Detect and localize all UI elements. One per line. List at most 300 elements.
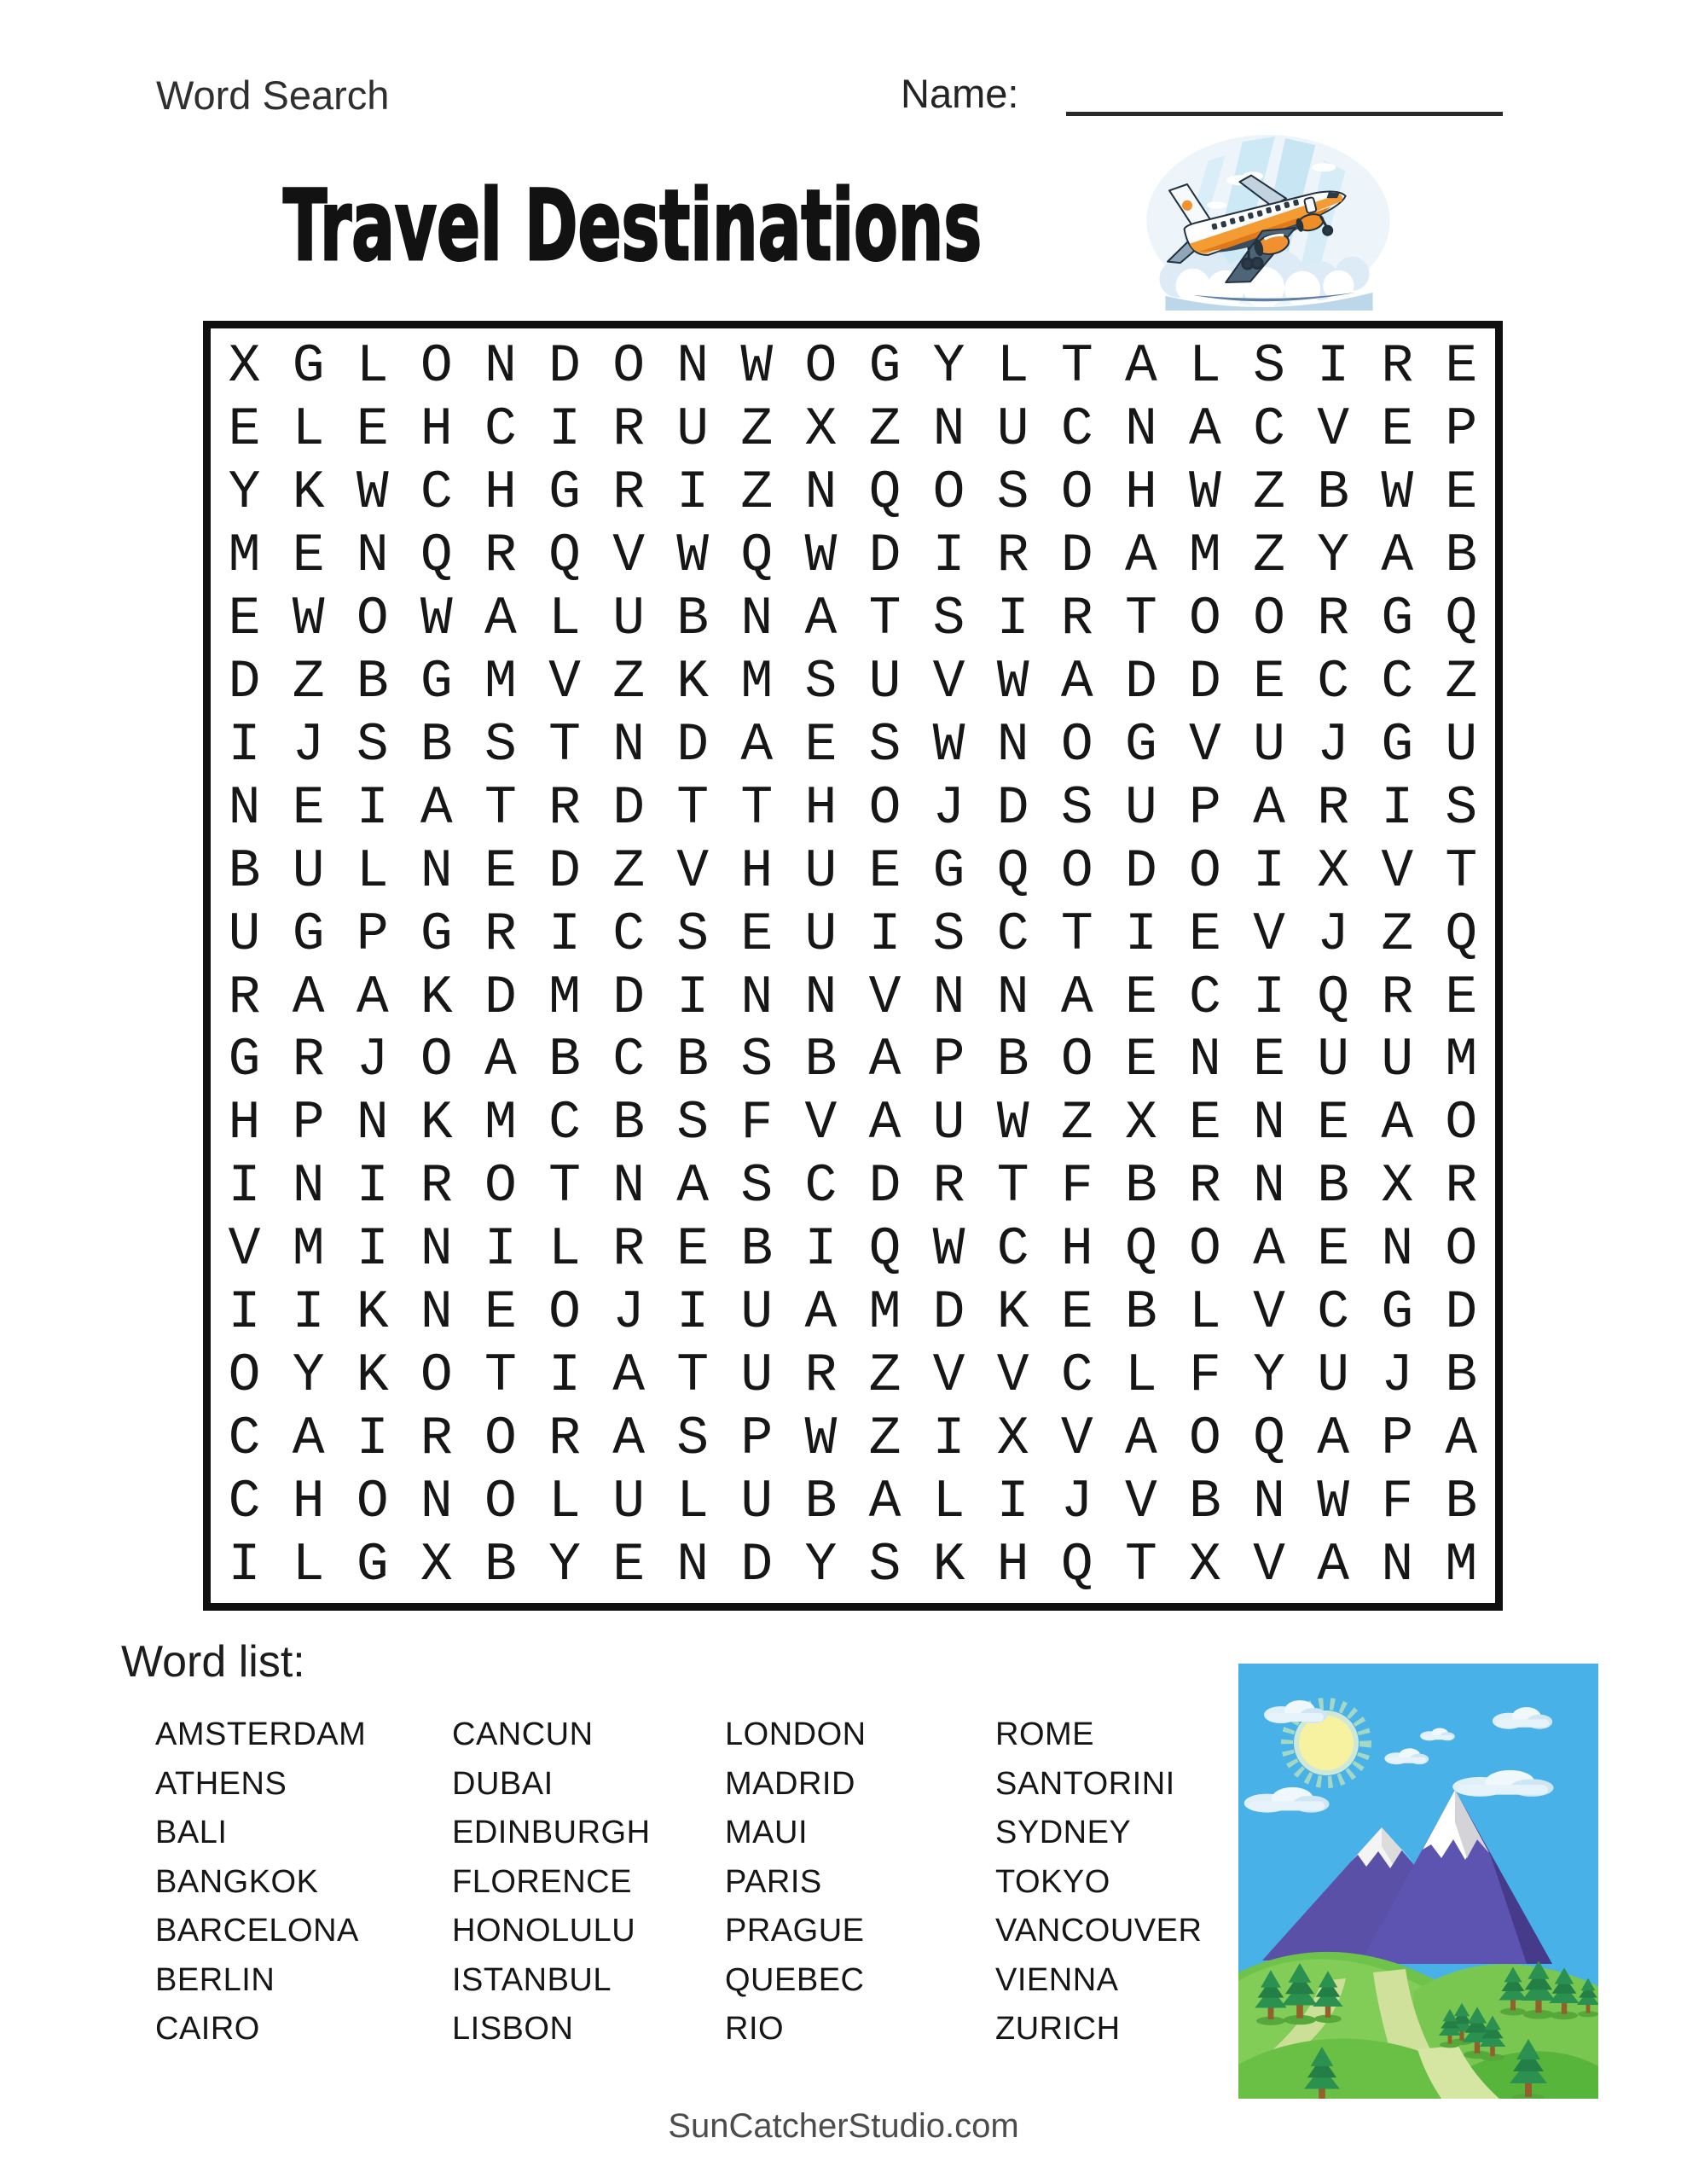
- grid-letter[interactable]: X: [228, 336, 261, 398]
- grid-letter[interactable]: X: [804, 399, 838, 461]
- grid-letter[interactable]: T: [1124, 1534, 1157, 1595]
- grid-letter[interactable]: Z: [612, 840, 646, 902]
- grid-letter[interactable]: A: [292, 1408, 325, 1469]
- grid-letter[interactable]: G: [356, 1534, 389, 1595]
- grid-letter[interactable]: U: [804, 903, 838, 965]
- grid-letter[interactable]: N: [996, 714, 1029, 775]
- grid-letter[interactable]: T: [740, 777, 774, 839]
- grid-letter[interactable]: O: [1060, 1030, 1093, 1091]
- grid-letter[interactable]: I: [676, 462, 710, 524]
- grid-letter[interactable]: O: [420, 1345, 453, 1406]
- grid-letter[interactable]: V: [996, 1345, 1029, 1406]
- grid-letter[interactable]: S: [676, 1093, 710, 1154]
- grid-letter[interactable]: H: [740, 840, 774, 902]
- grid-letter[interactable]: M: [548, 967, 581, 1028]
- grid-letter[interactable]: S: [676, 1408, 710, 1469]
- grid-letter[interactable]: Q: [1060, 1534, 1093, 1595]
- grid-letter[interactable]: Z: [1381, 903, 1414, 965]
- grid-letter[interactable]: L: [932, 1471, 965, 1532]
- grid-letter[interactable]: R: [612, 462, 646, 524]
- grid-letter[interactable]: G: [228, 1030, 261, 1091]
- grid-letter[interactable]: L: [292, 399, 325, 461]
- grid-letter[interactable]: A: [868, 1030, 901, 1091]
- grid-letter[interactable]: I: [1381, 777, 1414, 839]
- grid-letter[interactable]: D: [868, 526, 901, 587]
- grid-letter[interactable]: R: [1381, 967, 1414, 1028]
- grid-letter[interactable]: D: [1060, 526, 1093, 587]
- grid-letter[interactable]: B: [1317, 462, 1350, 524]
- grid-letter[interactable]: E: [484, 1282, 517, 1344]
- grid-letter[interactable]: V: [1317, 399, 1350, 461]
- grid-letter[interactable]: A: [804, 589, 838, 650]
- grid-letter[interactable]: U: [612, 1471, 646, 1532]
- grid-letter[interactable]: N: [228, 777, 261, 839]
- grid-letter[interactable]: I: [1253, 840, 1285, 902]
- grid-letter[interactable]: X: [1124, 1093, 1157, 1154]
- grid-letter[interactable]: G: [1381, 1282, 1414, 1344]
- grid-letter[interactable]: A: [484, 1030, 517, 1091]
- grid-letter[interactable]: E: [1445, 336, 1478, 398]
- grid-letter[interactable]: N: [420, 1471, 453, 1532]
- grid-letter[interactable]: C: [484, 399, 517, 461]
- grid-letter[interactable]: S: [868, 1534, 901, 1595]
- grid-letter[interactable]: D: [228, 651, 261, 712]
- grid-letter[interactable]: Z: [740, 462, 774, 524]
- grid-letter[interactable]: T: [676, 1345, 710, 1406]
- grid-letter[interactable]: R: [420, 1408, 453, 1469]
- grid-letter[interactable]: C: [1253, 399, 1285, 461]
- grid-letter[interactable]: D: [1189, 651, 1221, 712]
- grid-letter[interactable]: N: [1381, 1219, 1414, 1281]
- grid-letter[interactable]: Z: [292, 651, 325, 712]
- grid-letter[interactable]: A: [420, 777, 453, 839]
- grid-letter[interactable]: W: [356, 462, 389, 524]
- grid-letter[interactable]: B: [1445, 1345, 1478, 1406]
- grid-letter[interactable]: G: [548, 462, 581, 524]
- grid-letter[interactable]: I: [676, 967, 710, 1028]
- grid-letter[interactable]: V: [1253, 1534, 1285, 1595]
- grid-letter[interactable]: A: [1124, 1408, 1157, 1469]
- grid-letter[interactable]: E: [1253, 651, 1285, 712]
- grid-letter[interactable]: K: [676, 651, 710, 712]
- grid-letter[interactable]: N: [740, 967, 774, 1028]
- grid-letter[interactable]: Z: [1253, 462, 1285, 524]
- grid-letter[interactable]: I: [356, 1219, 389, 1281]
- grid-letter[interactable]: Q: [1445, 589, 1478, 650]
- grid-letter[interactable]: F: [1381, 1471, 1414, 1532]
- grid-letter[interactable]: R: [548, 1408, 581, 1469]
- grid-letter[interactable]: P: [292, 1093, 325, 1154]
- grid-letter[interactable]: B: [228, 840, 261, 902]
- grid-letter[interactable]: I: [996, 1471, 1029, 1532]
- grid-letter[interactable]: I: [292, 1282, 325, 1344]
- grid-letter[interactable]: I: [804, 1219, 838, 1281]
- grid-letter[interactable]: W: [804, 1408, 838, 1469]
- grid-letter[interactable]: N: [740, 589, 774, 650]
- grid-letter[interactable]: W: [932, 714, 965, 775]
- grid-letter[interactable]: T: [676, 777, 710, 839]
- grid-letter[interactable]: M: [484, 651, 517, 712]
- grid-letter[interactable]: N: [356, 526, 389, 587]
- grid-letter[interactable]: S: [1253, 336, 1285, 398]
- grid-letter[interactable]: A: [1445, 1408, 1478, 1469]
- grid-letter[interactable]: U: [1124, 777, 1157, 839]
- grid-letter[interactable]: V: [676, 840, 710, 902]
- grid-letter[interactable]: C: [1317, 1282, 1350, 1344]
- grid-letter[interactable]: T: [484, 777, 517, 839]
- grid-letter[interactable]: U: [804, 840, 838, 902]
- grid-letter[interactable]: O: [1445, 1219, 1478, 1281]
- grid-letter[interactable]: D: [612, 967, 646, 1028]
- grid-letter[interactable]: U: [1317, 1345, 1350, 1406]
- grid-letter[interactable]: Z: [868, 1345, 901, 1406]
- grid-letter[interactable]: A: [1124, 336, 1157, 398]
- grid-letter[interactable]: K: [292, 462, 325, 524]
- grid-letter[interactable]: D: [996, 777, 1029, 839]
- grid-letter[interactable]: J: [612, 1282, 646, 1344]
- grid-letter[interactable]: A: [484, 589, 517, 650]
- grid-letter[interactable]: R: [1317, 589, 1350, 650]
- grid-letter[interactable]: Y: [1317, 526, 1350, 587]
- grid-letter[interactable]: N: [612, 1156, 646, 1217]
- grid-letter[interactable]: E: [804, 714, 838, 775]
- grid-letter[interactable]: H: [1060, 1219, 1093, 1281]
- grid-letter[interactable]: N: [1381, 1534, 1414, 1595]
- grid-letter[interactable]: T: [996, 1156, 1029, 1217]
- grid-letter[interactable]: E: [1189, 903, 1221, 965]
- grid-letter[interactable]: S: [996, 462, 1029, 524]
- grid-letter[interactable]: G: [932, 840, 965, 902]
- grid-letter[interactable]: R: [612, 399, 646, 461]
- grid-letter[interactable]: K: [356, 1282, 389, 1344]
- grid-letter[interactable]: J: [1381, 1345, 1414, 1406]
- grid-letter[interactable]: W: [804, 526, 838, 587]
- grid-letter[interactable]: R: [1445, 1156, 1478, 1217]
- grid-letter[interactable]: C: [1060, 399, 1093, 461]
- grid-letter[interactable]: E: [1445, 967, 1478, 1028]
- grid-letter[interactable]: O: [868, 777, 901, 839]
- grid-letter[interactable]: I: [484, 1219, 517, 1281]
- grid-letter[interactable]: M: [1445, 1030, 1478, 1091]
- grid-letter[interactable]: O: [932, 462, 965, 524]
- grid-letter[interactable]: I: [1317, 336, 1350, 398]
- grid-letter[interactable]: H: [420, 399, 453, 461]
- grid-letter[interactable]: C: [420, 462, 453, 524]
- grid-letter[interactable]: H: [228, 1093, 261, 1154]
- grid-letter[interactable]: D: [548, 840, 581, 902]
- grid-letter[interactable]: O: [356, 589, 389, 650]
- grid-letter[interactable]: U: [228, 903, 261, 965]
- grid-letter[interactable]: P: [740, 1408, 774, 1469]
- grid-letter[interactable]: O: [1189, 840, 1221, 902]
- grid-letter[interactable]: H: [292, 1471, 325, 1532]
- grid-letter[interactable]: E: [1445, 462, 1478, 524]
- grid-letter[interactable]: L: [548, 1471, 581, 1532]
- grid-letter[interactable]: R: [292, 1030, 325, 1091]
- grid-letter[interactable]: V: [1124, 1471, 1157, 1532]
- grid-letter[interactable]: R: [228, 967, 261, 1028]
- grid-letter[interactable]: C: [1060, 1345, 1093, 1406]
- grid-letter[interactable]: C: [548, 1093, 581, 1154]
- grid-letter[interactable]: W: [932, 1219, 965, 1281]
- grid-letter[interactable]: I: [932, 1408, 965, 1469]
- grid-letter[interactable]: O: [356, 1471, 389, 1532]
- grid-letter[interactable]: B: [1189, 1471, 1221, 1532]
- grid-letter[interactable]: T: [548, 1156, 581, 1217]
- grid-letter[interactable]: H: [804, 777, 838, 839]
- grid-letter[interactable]: W: [996, 1093, 1029, 1154]
- grid-letter[interactable]: X: [1381, 1156, 1414, 1217]
- grid-letter[interactable]: M: [292, 1219, 325, 1281]
- grid-letter[interactable]: R: [1060, 589, 1093, 650]
- grid-letter[interactable]: A: [1381, 526, 1414, 587]
- grid-letter[interactable]: C: [612, 1030, 646, 1091]
- grid-letter[interactable]: E: [1124, 967, 1157, 1028]
- grid-letter[interactable]: R: [548, 777, 581, 839]
- grid-letter[interactable]: U: [1445, 714, 1478, 775]
- grid-letter[interactable]: C: [804, 1156, 838, 1217]
- grid-letter[interactable]: P: [1381, 1408, 1414, 1469]
- grid-letter[interactable]: Q: [996, 840, 1029, 902]
- grid-letter[interactable]: O: [1189, 1408, 1221, 1469]
- grid-letter[interactable]: B: [804, 1030, 838, 1091]
- grid-letter[interactable]: N: [420, 1282, 453, 1344]
- grid-letter[interactable]: B: [676, 1030, 710, 1091]
- grid-letter[interactable]: I: [1124, 903, 1157, 965]
- grid-letter[interactable]: Y: [1253, 1345, 1285, 1406]
- grid-letter[interactable]: V: [1189, 714, 1221, 775]
- grid-letter[interactable]: B: [484, 1534, 517, 1595]
- grid-letter[interactable]: W: [1317, 1471, 1350, 1532]
- grid-letter[interactable]: O: [1253, 589, 1285, 650]
- grid-letter[interactable]: N: [484, 336, 517, 398]
- grid-letter[interactable]: P: [932, 1030, 965, 1091]
- grid-letter[interactable]: T: [1445, 840, 1478, 902]
- grid-letter[interactable]: D: [484, 967, 517, 1028]
- grid-letter[interactable]: R: [804, 1345, 838, 1406]
- grid-letter[interactable]: N: [996, 967, 1029, 1028]
- grid-letter[interactable]: H: [1124, 462, 1157, 524]
- grid-letter[interactable]: W: [1189, 462, 1221, 524]
- grid-letter[interactable]: W: [740, 336, 774, 398]
- grid-letter[interactable]: P: [1189, 777, 1221, 839]
- grid-letter[interactable]: V: [932, 651, 965, 712]
- grid-letter[interactable]: Y: [292, 1345, 325, 1406]
- grid-letter[interactable]: J: [1060, 1471, 1093, 1532]
- grid-letter[interactable]: A: [1253, 777, 1285, 839]
- grid-letter[interactable]: U: [932, 1093, 965, 1154]
- grid-letter[interactable]: X: [1317, 840, 1350, 902]
- grid-letter[interactable]: O: [1445, 1093, 1478, 1154]
- grid-letter[interactable]: M: [868, 1282, 901, 1344]
- grid-letter[interactable]: D: [676, 714, 710, 775]
- grid-letter[interactable]: G: [1124, 714, 1157, 775]
- grid-letter[interactable]: A: [1060, 651, 1093, 712]
- grid-letter[interactable]: U: [740, 1345, 774, 1406]
- grid-letter[interactable]: S: [740, 1156, 774, 1217]
- grid-letter[interactable]: Y: [548, 1534, 581, 1595]
- grid-letter[interactable]: B: [1124, 1282, 1157, 1344]
- grid-letter[interactable]: N: [676, 1534, 710, 1595]
- grid-letter[interactable]: F: [740, 1093, 774, 1154]
- grid-letter[interactable]: K: [420, 967, 453, 1028]
- grid-letter[interactable]: N: [420, 840, 453, 902]
- grid-letter[interactable]: V: [612, 526, 646, 587]
- grid-letter[interactable]: B: [676, 589, 710, 650]
- grid-letter[interactable]: R: [484, 903, 517, 965]
- grid-letter[interactable]: N: [1189, 1030, 1221, 1091]
- grid-letter[interactable]: C: [612, 903, 646, 965]
- grid-letter[interactable]: U: [740, 1282, 774, 1344]
- grid-letter[interactable]: C: [228, 1471, 261, 1532]
- grid-letter[interactable]: I: [228, 1156, 261, 1217]
- grid-letter[interactable]: Z: [868, 399, 901, 461]
- grid-letter[interactable]: N: [804, 967, 838, 1028]
- grid-letter[interactable]: B: [1445, 526, 1478, 587]
- grid-letter[interactable]: E: [484, 840, 517, 902]
- grid-letter[interactable]: S: [804, 651, 838, 712]
- grid-letter[interactable]: G: [292, 903, 325, 965]
- grid-letter[interactable]: A: [868, 1093, 901, 1154]
- grid-letter[interactable]: G: [420, 651, 453, 712]
- grid-letter[interactable]: Z: [612, 651, 646, 712]
- grid-letter[interactable]: L: [292, 1534, 325, 1595]
- grid-letter[interactable]: W: [420, 589, 453, 650]
- grid-letter[interactable]: S: [1060, 777, 1093, 839]
- grid-letter[interactable]: C: [228, 1408, 261, 1469]
- grid-letter[interactable]: Q: [740, 526, 774, 587]
- grid-letter[interactable]: E: [1317, 1093, 1350, 1154]
- grid-letter[interactable]: A: [612, 1408, 646, 1469]
- grid-letter[interactable]: T: [548, 714, 581, 775]
- grid-letter[interactable]: E: [1317, 1219, 1350, 1281]
- grid-letter[interactable]: T: [1060, 903, 1093, 965]
- grid-letter[interactable]: B: [804, 1471, 838, 1532]
- grid-letter[interactable]: A: [1124, 526, 1157, 587]
- grid-letter[interactable]: N: [292, 1156, 325, 1217]
- grid-letter[interactable]: B: [612, 1093, 646, 1154]
- grid-letter[interactable]: S: [868, 714, 901, 775]
- grid-letter[interactable]: R: [1317, 777, 1350, 839]
- grid-letter[interactable]: Z: [1060, 1093, 1093, 1154]
- grid-letter[interactable]: G: [1381, 714, 1414, 775]
- grid-letter[interactable]: A: [676, 1156, 710, 1217]
- grid-letter[interactable]: K: [356, 1345, 389, 1406]
- grid-letter[interactable]: L: [1189, 336, 1221, 398]
- grid-letter[interactable]: U: [868, 651, 901, 712]
- grid-letter[interactable]: O: [1189, 1219, 1221, 1281]
- grid-letter[interactable]: X: [1189, 1534, 1221, 1595]
- grid-letter[interactable]: X: [420, 1534, 453, 1595]
- grid-letter[interactable]: A: [612, 1345, 646, 1406]
- grid-letter[interactable]: B: [420, 714, 453, 775]
- grid-letter[interactable]: L: [676, 1471, 710, 1532]
- grid-letter[interactable]: I: [228, 1282, 261, 1344]
- grid-letter[interactable]: O: [804, 336, 838, 398]
- grid-letter[interactable]: V: [932, 1345, 965, 1406]
- grid-letter[interactable]: L: [548, 1219, 581, 1281]
- grid-letter[interactable]: C: [1189, 967, 1221, 1028]
- grid-letter[interactable]: E: [228, 399, 261, 461]
- grid-letter[interactable]: N: [676, 336, 710, 398]
- grid-letter[interactable]: M: [1445, 1534, 1478, 1595]
- grid-letter[interactable]: L: [356, 840, 389, 902]
- grid-letter[interactable]: N: [804, 462, 838, 524]
- grid-letter[interactable]: T: [868, 589, 901, 650]
- grid-letter[interactable]: J: [356, 1030, 389, 1091]
- grid-letter[interactable]: B: [1445, 1471, 1478, 1532]
- grid-letter[interactable]: O: [420, 336, 453, 398]
- grid-letter[interactable]: R: [996, 526, 1029, 587]
- grid-letter[interactable]: B: [740, 1219, 774, 1281]
- grid-letter[interactable]: O: [1060, 714, 1093, 775]
- grid-letter[interactable]: N: [356, 1093, 389, 1154]
- name-input-line[interactable]: [1066, 112, 1503, 116]
- grid-letter[interactable]: Q: [1124, 1219, 1157, 1281]
- grid-letter[interactable]: D: [1445, 1282, 1478, 1344]
- grid-letter[interactable]: L: [996, 336, 1029, 398]
- grid-letter[interactable]: U: [740, 1471, 774, 1532]
- grid-letter[interactable]: S: [740, 1030, 774, 1091]
- grid-letter[interactable]: T: [1124, 589, 1157, 650]
- grid-letter[interactable]: F: [1060, 1156, 1093, 1217]
- grid-letter[interactable]: F: [1189, 1345, 1221, 1406]
- grid-letter[interactable]: G: [420, 903, 453, 965]
- grid-letter[interactable]: O: [612, 336, 646, 398]
- grid-letter[interactable]: S: [484, 714, 517, 775]
- grid-letter[interactable]: I: [228, 714, 261, 775]
- grid-letter[interactable]: I: [228, 1534, 261, 1595]
- grid-letter[interactable]: E: [1253, 1030, 1285, 1091]
- grid-letter[interactable]: E: [356, 399, 389, 461]
- grid-letter[interactable]: T: [1060, 336, 1093, 398]
- grid-letter[interactable]: H: [484, 462, 517, 524]
- grid-letter[interactable]: Q: [420, 526, 453, 587]
- grid-letter[interactable]: D: [868, 1156, 901, 1217]
- grid-letter[interactable]: Q: [548, 526, 581, 587]
- grid-letter[interactable]: U: [676, 399, 710, 461]
- grid-letter[interactable]: V: [1381, 840, 1414, 902]
- grid-letter[interactable]: K: [932, 1534, 965, 1595]
- grid-letter[interactable]: S: [356, 714, 389, 775]
- grid-letter[interactable]: N: [612, 714, 646, 775]
- grid-letter[interactable]: A: [804, 1282, 838, 1344]
- grid-letter[interactable]: M: [740, 651, 774, 712]
- grid-letter[interactable]: O: [1060, 462, 1093, 524]
- grid-letter[interactable]: Q: [868, 1219, 901, 1281]
- grid-letter[interactable]: D: [1124, 840, 1157, 902]
- grid-letter[interactable]: I: [868, 903, 901, 965]
- grid-letter[interactable]: I: [356, 1408, 389, 1469]
- grid-letter[interactable]: Q: [1317, 967, 1350, 1028]
- grid-letter[interactable]: I: [356, 1156, 389, 1217]
- grid-letter[interactable]: O: [484, 1156, 517, 1217]
- grid-letter[interactable]: L: [356, 336, 389, 398]
- grid-letter[interactable]: O: [420, 1030, 453, 1091]
- grid-letter[interactable]: X: [996, 1408, 1029, 1469]
- grid-letter[interactable]: B: [356, 651, 389, 712]
- grid-letter[interactable]: S: [1445, 777, 1478, 839]
- grid-letter[interactable]: T: [484, 1345, 517, 1406]
- grid-letter[interactable]: N: [932, 399, 965, 461]
- grid-letter[interactable]: Q: [1253, 1408, 1285, 1469]
- grid-letter[interactable]: D: [612, 777, 646, 839]
- grid-letter[interactable]: Q: [1445, 903, 1478, 965]
- grid-letter[interactable]: E: [292, 777, 325, 839]
- grid-letter[interactable]: E: [1189, 1093, 1221, 1154]
- grid-letter[interactable]: V: [548, 651, 581, 712]
- grid-letter[interactable]: U: [1317, 1030, 1350, 1091]
